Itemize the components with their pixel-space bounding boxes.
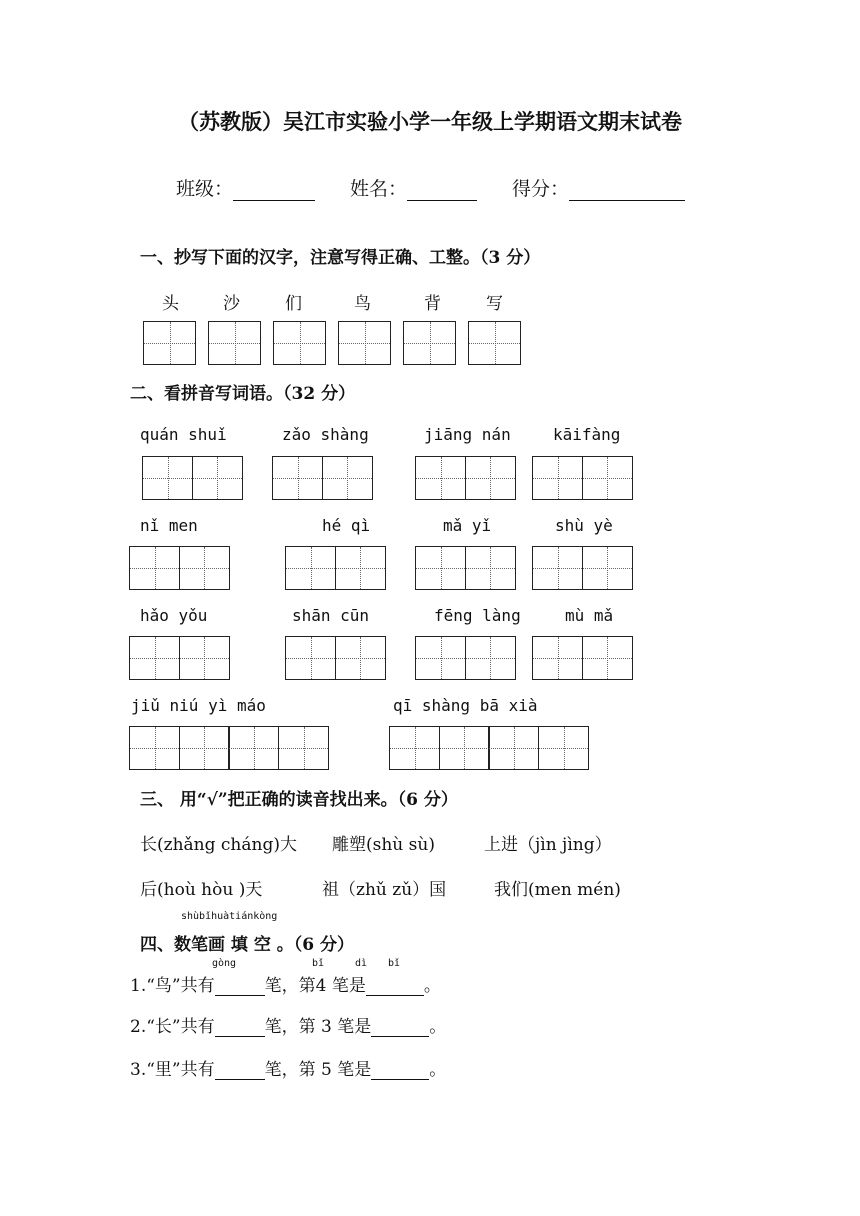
q2-count-blank[interactable] [215, 1018, 265, 1037]
writing-cell[interactable] [582, 546, 633, 590]
name-blank[interactable] [407, 180, 477, 201]
q2-mid: 笔，第 3 笔是 [264, 1017, 372, 1037]
reading-item: 祖（zhǔ zǔ）国 [322, 880, 447, 900]
question-2 [130, 1012, 446, 1037]
pinyin-label: mù mǎ [565, 606, 614, 625]
writing-cell[interactable] [228, 726, 279, 770]
writing-cell[interactable] [338, 321, 391, 365]
class-label: 班级： [176, 178, 234, 200]
writing-cell[interactable] [143, 321, 196, 365]
char-xie: 写 [486, 294, 503, 314]
writing-cell[interactable] [439, 726, 490, 770]
writing-cell[interactable] [129, 636, 180, 680]
ruby-bi2: bǐ [388, 958, 401, 969]
writing-cell[interactable] [403, 321, 456, 365]
reading-item: 后(hoù hòu )天 [140, 880, 263, 900]
class-field [176, 174, 315, 201]
reading-item: 上进（jìn jìng） [484, 835, 612, 855]
question-3 [130, 1055, 446, 1080]
writing-cell[interactable] [179, 726, 230, 770]
section3-heading: 三、 用“√”把正确的读音找出来。（6 分） [140, 790, 458, 810]
writing-cell[interactable] [488, 726, 539, 770]
writing-cell[interactable] [179, 546, 230, 590]
q3-mid: 笔，第 5 笔是 [264, 1060, 372, 1080]
idiom-grid [129, 726, 328, 770]
class-blank[interactable] [233, 180, 315, 201]
word-grid [532, 456, 631, 500]
ruby-bi: bǐ [312, 958, 325, 969]
score-blank[interactable] [569, 180, 685, 201]
word-grid [532, 546, 631, 590]
writing-cell[interactable] [285, 636, 336, 680]
reading-item: 我们(men mén) [494, 880, 621, 900]
writing-cell[interactable] [465, 456, 516, 500]
score-label: 得分： [512, 178, 570, 200]
word-grid [142, 456, 241, 500]
char-tou: 头 [162, 294, 179, 314]
q3-end: 。 [429, 1060, 447, 1080]
q1-stroke-blank[interactable] [366, 977, 424, 996]
writing-cell[interactable] [415, 546, 466, 590]
ruby-gong: gòng [212, 958, 237, 969]
pinyin-label: zǎo shàng [282, 425, 369, 444]
writing-cell[interactable] [465, 546, 516, 590]
reading-item: 长(zhǎng cháng)大 [140, 835, 297, 855]
char-niao: 鸟 [354, 294, 371, 314]
question-1 [130, 971, 441, 996]
q3-stroke-blank[interactable] [371, 1061, 429, 1080]
section1-heading: 一、抄写下面的汉字，注意写得正确、工整。（3 分） [140, 248, 541, 268]
writing-cell[interactable] [538, 726, 589, 770]
writing-cell[interactable] [278, 726, 329, 770]
pinyin-label: shān cūn [292, 606, 370, 625]
writing-cell[interactable] [179, 636, 230, 680]
word-grid [285, 546, 384, 590]
word-grid [129, 636, 228, 680]
pinyin-label: qī shàng bā xià [393, 696, 538, 715]
writing-cell[interactable] [208, 321, 261, 365]
pinyin-label: fēng làng [434, 606, 521, 625]
pinyin-label: nǐ men [140, 516, 198, 535]
writing-cell[interactable] [142, 456, 193, 500]
writing-cell[interactable] [532, 636, 583, 680]
word-grid [272, 456, 371, 500]
q2-end: 。 [429, 1017, 447, 1037]
q3-count-blank[interactable] [215, 1061, 265, 1080]
word-grid [415, 546, 514, 590]
word-grid [532, 636, 631, 680]
heading-ruby: shùbǐhuàtiánkòng [181, 911, 278, 922]
writing-cell[interactable] [272, 456, 323, 500]
q2-prefix: 2.“长”共有 [130, 1017, 215, 1037]
pinyin-label: mǎ yǐ [443, 516, 492, 535]
section2-heading: 二、看拼音写词语。（32 分） [130, 384, 356, 404]
word-grid [285, 636, 384, 680]
writing-cell[interactable] [192, 456, 243, 500]
ruby-di: dì [355, 958, 368, 969]
writing-cell[interactable] [273, 321, 326, 365]
pinyin-label: shù yè [555, 516, 613, 535]
pinyin-label: kāifàng [553, 425, 621, 444]
writing-cell[interactable] [335, 636, 386, 680]
writing-cell[interactable] [335, 546, 386, 590]
copy-grid [143, 321, 521, 365]
q1-end: 。 [423, 976, 441, 996]
name-field [350, 174, 477, 201]
writing-cell[interactable] [465, 636, 516, 680]
writing-cell[interactable] [532, 456, 583, 500]
writing-cell[interactable] [415, 456, 466, 500]
pinyin-label: hé qì [322, 516, 371, 535]
writing-cell[interactable] [129, 726, 180, 770]
writing-cell[interactable] [129, 546, 180, 590]
pinyin-label: jiāng nán [424, 425, 511, 444]
writing-cell[interactable] [468, 321, 521, 365]
reading-item: 雕塑(shù sù) [332, 835, 435, 855]
word-grid [415, 456, 514, 500]
q1-mid: 笔，第4 笔是 [264, 976, 366, 996]
writing-cell[interactable] [582, 456, 633, 500]
writing-cell[interactable] [389, 726, 440, 770]
q1-count-blank[interactable] [215, 977, 265, 996]
writing-cell[interactable] [285, 546, 336, 590]
name-label: 姓名： [350, 178, 408, 200]
word-grid [415, 636, 514, 680]
page-title: （苏教版）吴江市实验小学一年级上学期语文期末试卷 [178, 109, 682, 134]
q1-prefix: 1.“鸟”共有 [130, 976, 215, 996]
pinyin-label: hǎo yǒu [140, 606, 208, 625]
idiom-grid [389, 726, 588, 770]
writing-cell[interactable] [322, 456, 373, 500]
score-field [512, 174, 685, 201]
char-bei: 背 [424, 294, 441, 314]
q3-prefix: 3.“里”共有 [130, 1060, 215, 1080]
char-men: 们 [285, 294, 302, 314]
pinyin-label: quán shuǐ [140, 425, 227, 444]
pinyin-label: jiǔ niú yì máo [131, 696, 266, 715]
char-sha: 沙 [223, 294, 240, 314]
writing-cell[interactable] [582, 636, 633, 680]
writing-cell[interactable] [415, 636, 466, 680]
section4-heading: 四、数笔画 填 空 。（6 分） [140, 935, 355, 955]
word-grid [129, 546, 228, 590]
q2-stroke-blank[interactable] [371, 1018, 429, 1037]
writing-cell[interactable] [532, 546, 583, 590]
